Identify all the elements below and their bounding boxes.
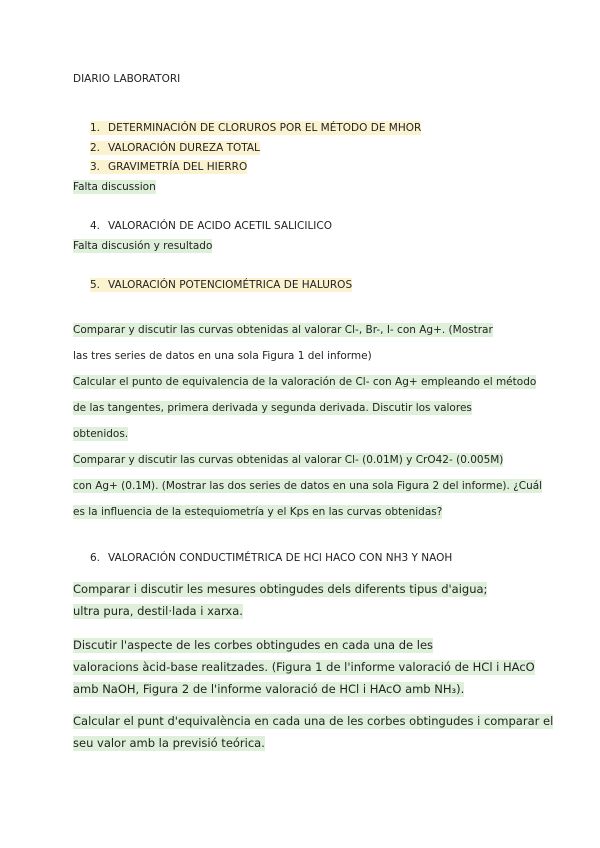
list-text: DETERMINACIÓN DE CLORUROS POR EL MÉTODO DE MHOR [108,122,422,134]
note-missing-discussion: Falta discussion [73,181,156,193]
paragraph-line: Discutir l'aspecte de les corbes obtingudes en cada una de les [73,638,434,652]
list-item-6 [90,551,452,565]
note-missing-discussion-result: Falta discusión y resultado [73,240,213,252]
paragraph-line: amb NaOH, Figura 2 de l'informe valoració de HCl i HAcO amb NH₃). [73,682,465,696]
document-title: DIARIO LABORATORI [73,73,181,85]
paragraph-line: obtenidos. [73,428,129,440]
paragraph-line: valoracions àcid-base realitzades. (Figura 1 de l'informe valoració de HCl i HAcO [73,660,535,674]
list-item-2 [90,141,260,155]
paragraph-line: con Ag+ (0.1M). (Mostrar las dos series de datos en una sola Figura 2 del informe). ¿Cuál [73,480,543,492]
paragraph-line: Comparar y discutir las curvas obtenidas al valorar Cl- (0.01M) y CrO42- (0.005M) [73,454,504,466]
paragraph-line: Calcular el punt d'equivalència en cada una de les corbes obtingudes i comparar el [73,714,554,728]
list-number: 4. [90,220,101,232]
list-item-1 [90,121,421,135]
list-item-4 [90,219,332,233]
paragraph-line: Calcular el punto de equivalencia de la valoración de Cl- con Ag+ empleando el método [73,376,537,388]
list-text: GRAVIMETRÍA DEL HIERRO [108,161,248,173]
paragraph-line: Comparar i discutir les mesures obtingudes dels diferents tipus d'aigua; [73,582,488,596]
paragraph-line: ultra pura, destil·lada i xarxa. [73,604,243,618]
list-number: 3. [90,161,101,173]
list-text: VALORACIÓN DE ACIDO ACETIL SALICILICO [108,220,332,232]
list-number: 1. [90,122,101,134]
paragraph-line: de las tangentes, primera derivada y segunda derivada. Discutir los valores [73,402,472,414]
list-item-5 [90,278,352,292]
list-text: VALORACIÓN POTENCIOMÉTRICA DE HALUROS [108,279,353,291]
list-number: 5. [90,279,101,291]
paragraph-line: seu valor amb la previsió teórica. [73,736,265,750]
list-text: VALORACIÓN CONDUCTIMÉTRICA DE HCl HACO CON NH3 Y NAOH [108,552,453,564]
paragraph-line: es la influencia de la estequiometría y el Kps en las curvas obtenidas? [73,506,443,518]
paragraph-line: Comparar y discutir las curvas obtenidas al valorar Cl-, Br-, I- con Ag+. (Mostrar [73,324,493,336]
list-number: 6. [90,552,101,564]
list-item-3 [90,160,247,174]
list-text: VALORACIÓN DUREZA TOTAL [108,142,260,154]
list-number: 2. [90,142,101,154]
paragraph-line: las tres series de datos en una sola Figura 1 del informe) [73,350,372,362]
